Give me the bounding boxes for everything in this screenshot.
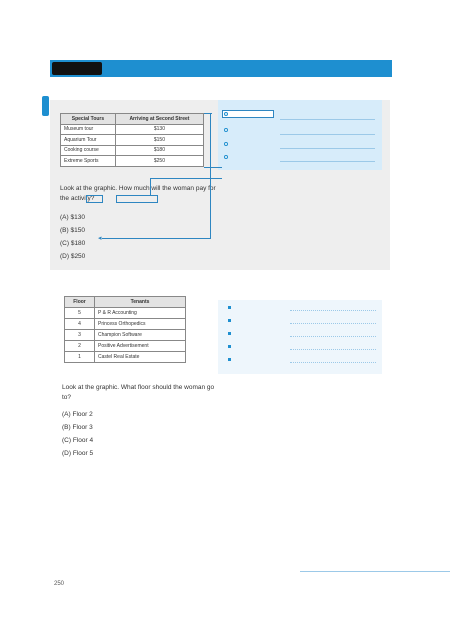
highlight-pay — [86, 195, 103, 203]
connector-line — [210, 113, 211, 239]
table-row — [65, 352, 186, 363]
table-header: Floor — [65, 297, 95, 308]
circle-icon — [224, 142, 228, 146]
connector-line — [204, 113, 212, 114]
table-cell: Aquarium Tour — [61, 135, 116, 146]
option-a: (A) $130 — [60, 214, 85, 221]
table-cell: $150 — [115, 135, 203, 146]
table-cell: $130 — [115, 124, 203, 135]
special-tours-table — [60, 113, 204, 167]
option-b: (B) Floor 3 — [62, 424, 93, 431]
answer-line — [280, 148, 375, 149]
table-header: Special Tours — [61, 114, 116, 125]
circle-icon — [224, 128, 228, 132]
connector-line — [150, 178, 151, 195]
table-row — [61, 135, 204, 146]
table-row — [65, 319, 186, 330]
hint-item — [224, 111, 230, 116]
hint-item — [228, 331, 233, 336]
question-2-text: Look at the graphic. What floor should the woman go to? — [62, 384, 215, 401]
circle-icon — [224, 155, 228, 159]
floor-tenants-table — [64, 296, 186, 363]
table-cell: 5 — [65, 308, 95, 319]
page-number: 250 — [54, 581, 65, 587]
square-bullet-icon — [228, 319, 231, 322]
option-c: (C) Floor 4 — [62, 437, 94, 444]
table-row — [61, 156, 204, 167]
table-cell: 1 — [65, 352, 95, 363]
table-cell: P & R Accounting — [95, 308, 186, 319]
answer-line — [280, 134, 375, 135]
footer-divider — [300, 571, 450, 572]
answer-line — [280, 119, 375, 120]
answer-line — [290, 310, 376, 311]
table-cell: Cooking course — [61, 145, 116, 156]
square-bullet-icon — [228, 306, 231, 309]
table-cell: Museum tour — [61, 124, 116, 135]
square-bullet-icon — [228, 345, 231, 348]
table-cell: Princess Orthopedics — [95, 319, 186, 330]
table-row — [61, 124, 204, 135]
hint-item — [224, 141, 230, 146]
connector-line — [150, 178, 222, 179]
highlight-activity — [116, 195, 158, 203]
hint-item — [228, 318, 233, 323]
table-cell: 3 — [65, 330, 95, 341]
table-header: Arriving at Second Street — [115, 114, 203, 125]
question-1-text: Look at the graphic. How much will the woman pay for the activity? — [60, 185, 216, 202]
table-header: Tenants — [95, 297, 186, 308]
table-cell: 2 — [65, 341, 95, 352]
option-a: (A) Floor 2 — [62, 411, 93, 418]
step-label — [52, 62, 102, 75]
option-c: (C) $180 — [60, 240, 86, 247]
table-cell: Champion Software — [95, 330, 186, 341]
square-bullet-icon — [228, 358, 231, 361]
answer-line — [290, 362, 376, 363]
table-cell: Positive Advertisement — [95, 341, 186, 352]
connector-line — [204, 167, 222, 168]
table-row — [65, 341, 186, 352]
hint-item — [224, 127, 230, 132]
step-banner — [50, 60, 392, 77]
table-cell: $180 — [115, 145, 203, 156]
hint-item — [228, 344, 233, 349]
option-d: (D) Floor 5 — [62, 450, 94, 457]
table-cell: $250 — [115, 156, 203, 167]
hint-item — [228, 305, 233, 310]
option-d: (D) $250 — [60, 253, 86, 260]
table-row — [61, 145, 204, 156]
answer-line — [290, 323, 376, 324]
table-cell: 4 — [65, 319, 95, 330]
table-cell: Extreme Sports — [61, 156, 116, 167]
table-row — [65, 308, 186, 319]
answer-line — [290, 336, 376, 337]
square-bullet-icon — [228, 332, 231, 335]
answer-line — [290, 349, 376, 350]
connector-line — [102, 238, 210, 239]
hint-item — [224, 154, 230, 159]
side-tab — [42, 96, 49, 116]
option-b: (B) $150 — [60, 227, 85, 234]
table-row — [65, 330, 186, 341]
circle-icon — [224, 112, 228, 116]
answer-line — [280, 161, 375, 162]
arrow-left-icon: ◂ — [98, 235, 102, 242]
table-cell: Castel Real Estate — [95, 352, 186, 363]
hint-item — [228, 357, 233, 362]
